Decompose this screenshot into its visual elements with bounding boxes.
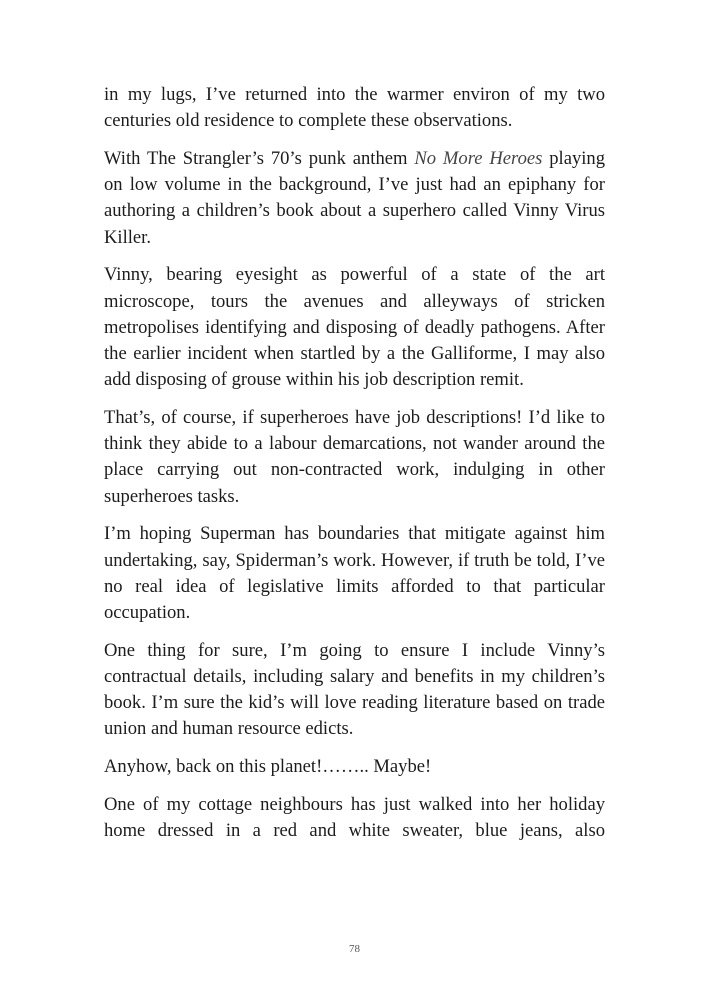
paragraph-7: Anyhow, back on this planet!…….. Maybe!: [104, 756, 432, 778]
page-number: 78: [349, 943, 360, 955]
paragraph-5: I’m hoping Superman has boundaries that mitigate against him undertaking, say, Spiderman’s work. However, if truth be told, I’ve no real idea of legislative limits afforded to that particular occupation.: [104, 523, 605, 624]
paragraph-8: One of my cottage neighbours has just walked into her holiday home dressed in a red and white sweater, blue jeans, also: [104, 794, 605, 842]
song-title: No More Heroes: [414, 148, 543, 169]
paragraph-6: One thing for sure, I’m going to ensure I include Vinny’s contractual details, including salary and benefits in my children’s book. I’m sure the kid’s will love reading literature based on trade union and human resource edicts.: [104, 639, 605, 740]
paragraph-2: [104, 146, 605, 251]
paragraph-4: That’s, of course, if superheroes have job descriptions! I’d like to think they abide to a labour demarcations, not wander around the place carrying out non-contracted work, indulging in other superheroes tasks.: [104, 407, 605, 507]
paragraph-2-start: With The Strangler’s 70’s punk anthem: [104, 148, 415, 169]
paragraph-2-end: playing on low volume in the background, I’ve just had an epiphany for authoring a children’s book about a superhero called Vinny Virus Killer.: [104, 148, 606, 248]
paragraph-1: in my lugs, I’ve returned into the warmer environ of my two centuries old residence to complete these observations.: [104, 84, 605, 132]
body-text: [104, 82, 605, 856]
paragraph-3: Vinny, bearing eyesight as powerful of a state of the art microscope, tours the avenues and alleyways of stricken metropolises identifying and disposing of deadly pathogens. After the earlier incident when startled by a the Galliforme, I may also add disposing of grouse within his job description remit.: [104, 264, 605, 391]
